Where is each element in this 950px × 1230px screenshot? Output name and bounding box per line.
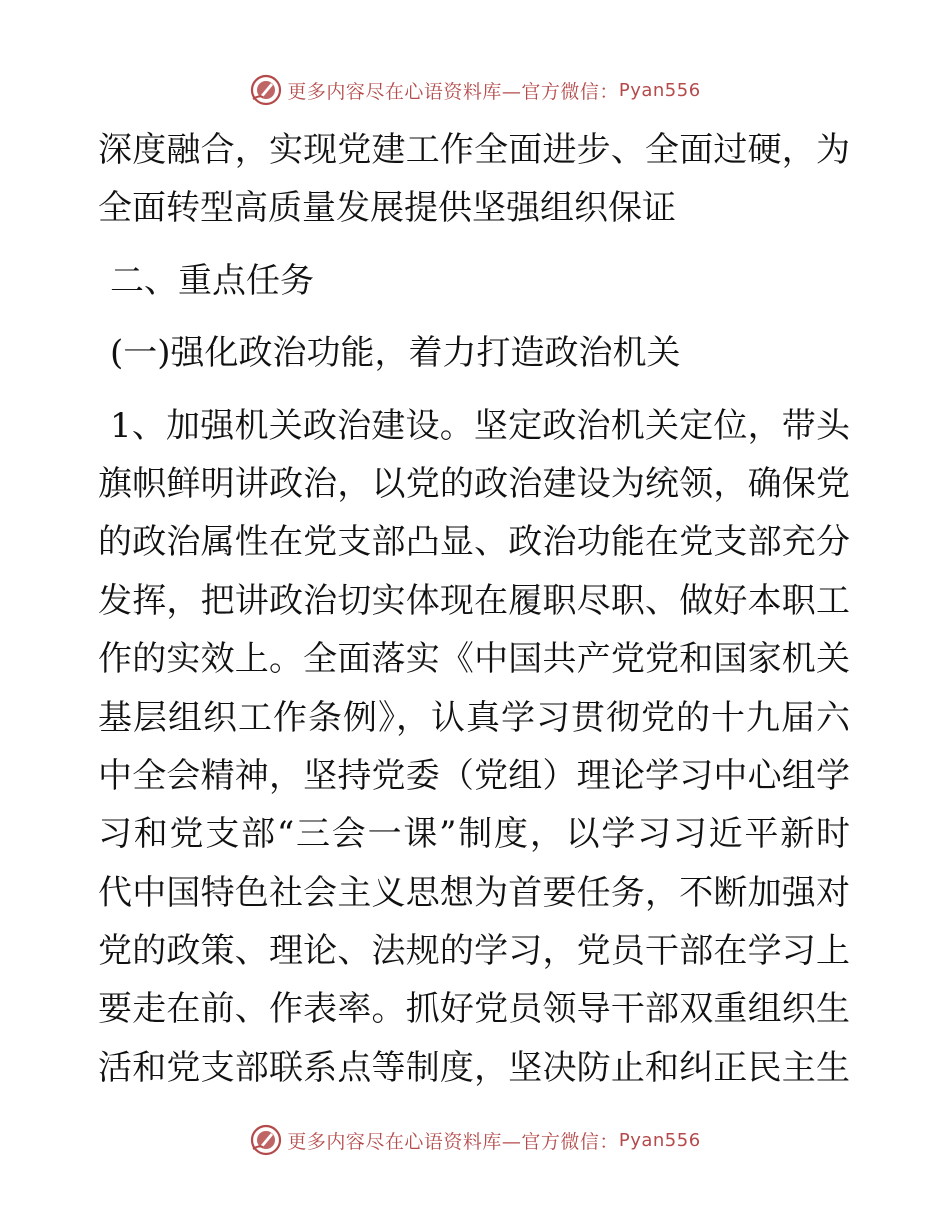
paragraph-line: 发挥，把讲政治切实体现在履职尽职、做好本职工 xyxy=(98,580,850,621)
paragraph-line: 要走在前、作表率。抓好党员领导干部双重组织生 xyxy=(98,989,850,1030)
subsection-heading: (一)强化政治功能，着力打造政治机关 xyxy=(110,333,681,374)
paragraph-line: 中全会精神，坚持党委（党组）理论学习中心组学 xyxy=(98,755,850,796)
footer-watermark xyxy=(0,1120,950,1160)
body-line: 深度融合，实现党建工作全面进步、全面过硬，为 xyxy=(98,130,850,170)
paragraph-line: 基层组织工作条例》，认真学习贯彻党的十九届六 xyxy=(98,697,850,738)
paragraph-line: 习和党支部“三会一课”制度，以学习习近平新时 xyxy=(98,814,850,855)
paragraph-line: 1、加强机关政治建设。坚定政治机关定位，带头 xyxy=(110,405,850,446)
watermark-text: 更多内容尽在心语资料库—官方微信： xyxy=(287,1130,619,1153)
body-line: 全面转型高质量发展提供坚强组织保证 xyxy=(98,188,676,229)
paragraph-line: 的政治属性在党支部凸显、政治功能在党支部充分 xyxy=(98,522,850,563)
paragraph-line: 代中国特色社会主义思想为首要任务，不断加强对 xyxy=(98,872,850,913)
paragraph-line: 党的政策、理论、法规的学习，党员干部在学习上 xyxy=(98,931,850,972)
paragraph-line: 活和党支部联系点等制度，坚决防止和纠正民主生 xyxy=(98,1047,850,1088)
pen-seal-logo-icon xyxy=(249,1123,283,1157)
watermark-text: 更多内容尽在心语资料库—官方微信： xyxy=(287,80,619,103)
header-watermark xyxy=(0,70,950,110)
watermark-account: Pyan556 xyxy=(618,79,701,101)
pen-seal-logo-icon xyxy=(249,73,283,107)
paragraph-line: 作的实效上。全面落实《中国共产党党和国家机关 xyxy=(98,639,850,680)
document-body xyxy=(98,121,850,1097)
watermark-account: Pyan556 xyxy=(618,1129,701,1151)
paragraph-line: 旗帜鲜明讲政治，以党的政治建设为统领，确保党 xyxy=(98,463,850,504)
section-heading: 二、重点任务 xyxy=(110,260,314,301)
